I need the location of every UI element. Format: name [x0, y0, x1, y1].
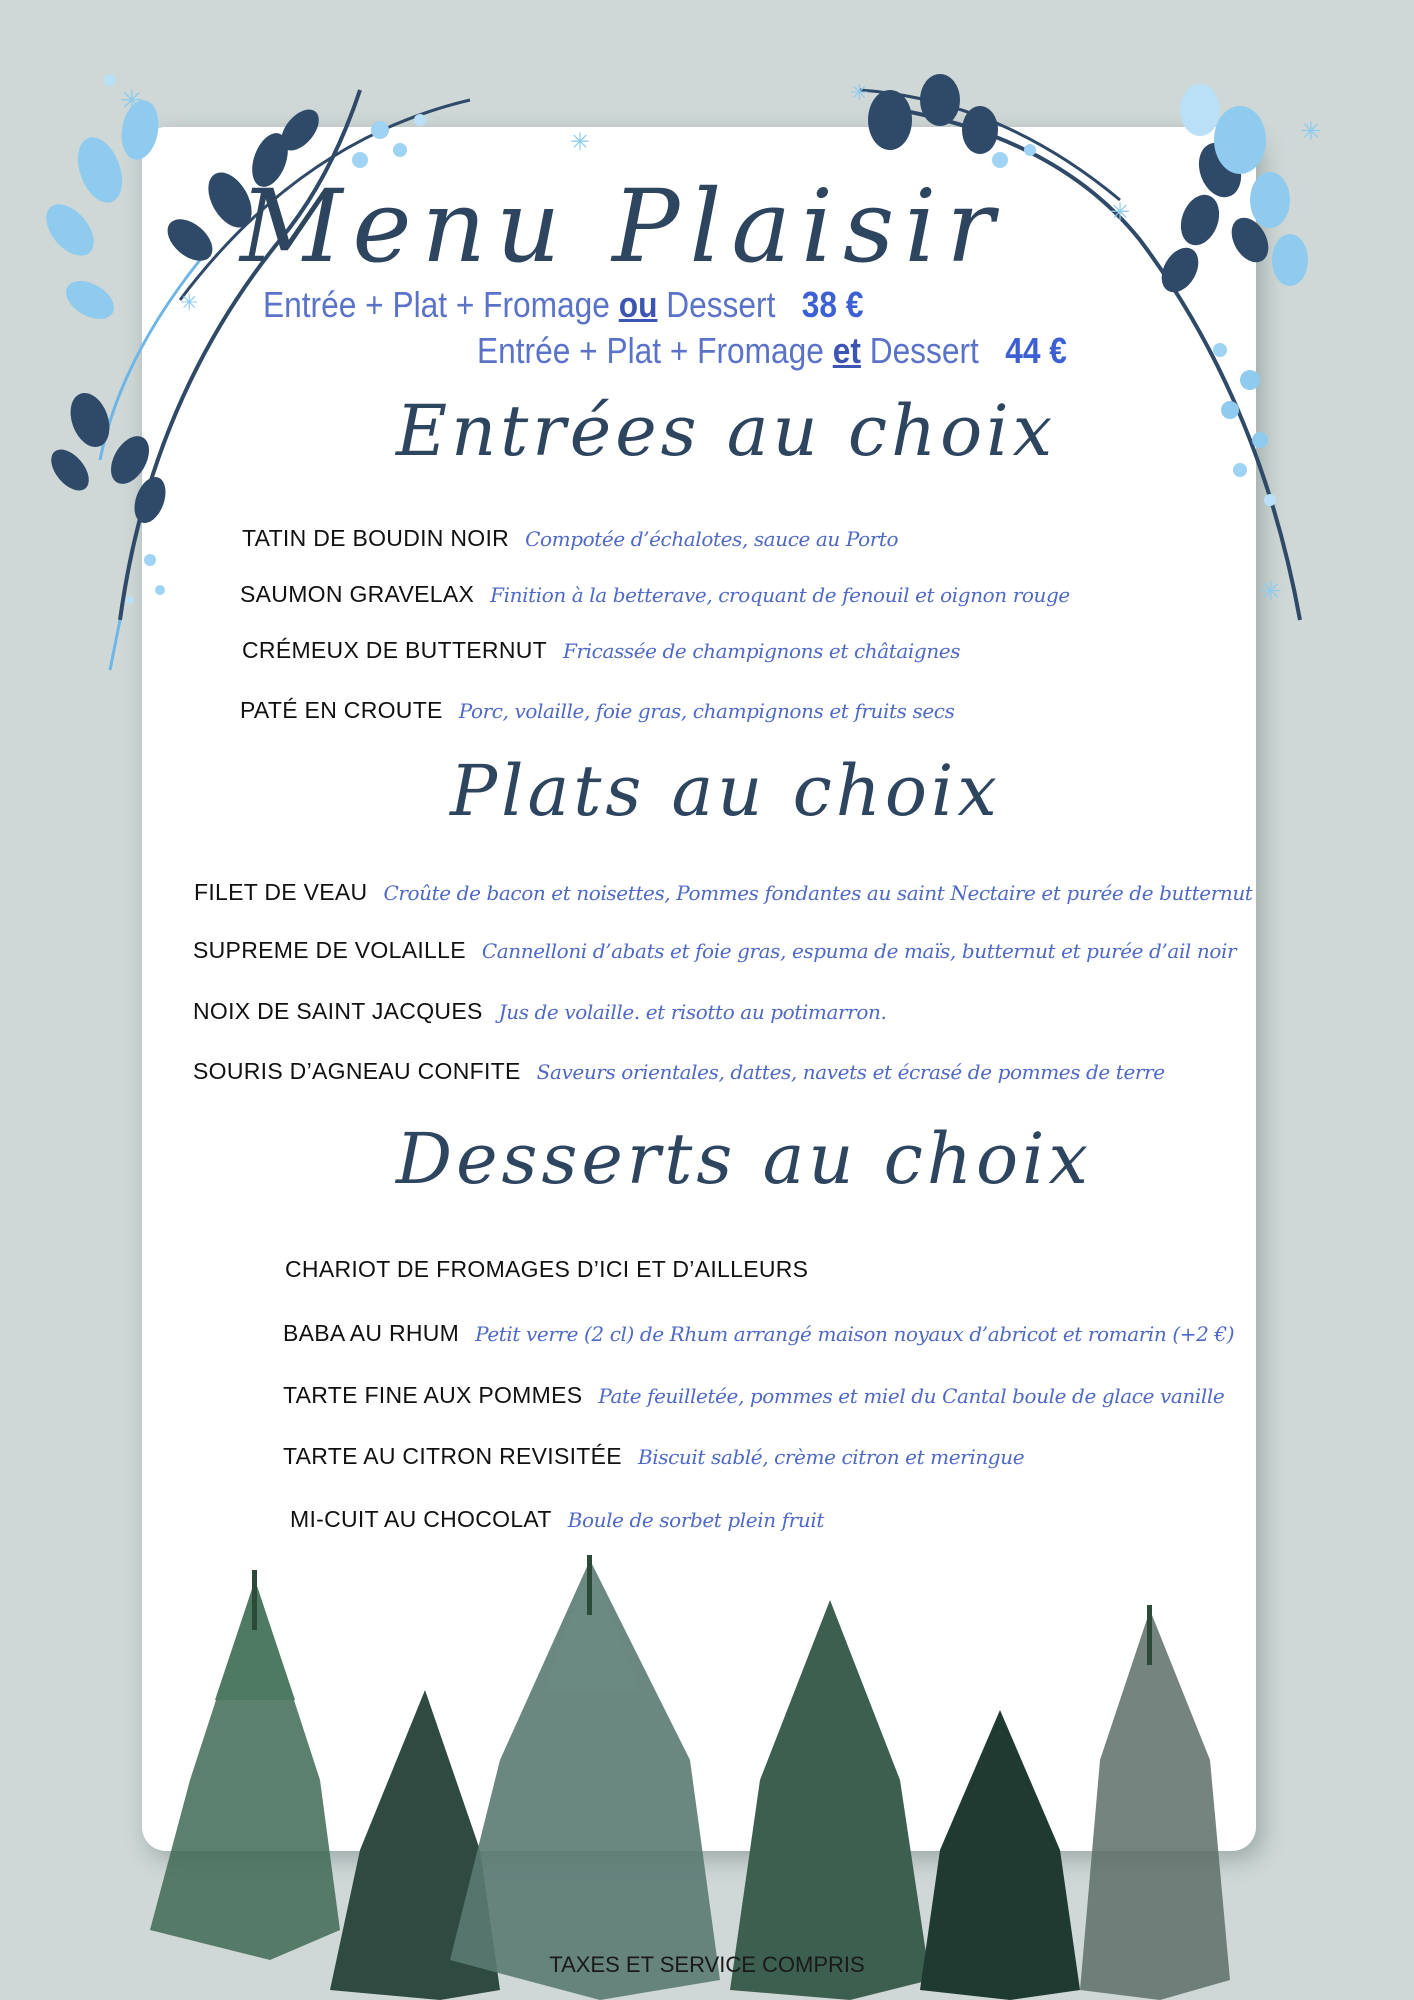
plat-desc: Cannelloni d’abats et foie gras, espuma de maïs, butternut et purée d’ail noir	[481, 939, 1237, 963]
formula-2-price: 44 €	[1005, 330, 1067, 371]
formula-2-text: Entrée + Plat + Fromage	[477, 330, 833, 371]
formula-2-rest: Dessert	[860, 330, 979, 371]
svg-text:✳: ✳	[1300, 116, 1322, 146]
dessert-name: MI-CUIT AU CHOCOLAT	[290, 1506, 552, 1532]
svg-text:✳: ✳	[850, 80, 869, 105]
dessert-desc: Petit verre (2 cl) de Rhum arrangé maison noyaux d’abricot et romarin (+2 €)	[475, 1322, 1235, 1346]
menu-title: Menu Plaisir	[240, 168, 1005, 285]
formula-1-conj: ou	[618, 284, 658, 325]
dessert-item	[290, 1506, 824, 1533]
formula-1-rest: Dessert	[657, 284, 776, 325]
entree-desc: Compotée d’échalotes, sauce au Porto	[525, 527, 899, 551]
desserts-title: Desserts au choix	[396, 1118, 1092, 1200]
formula-1-price: 38 €	[801, 284, 864, 325]
dessert-desc: Boule de sorbet plein fruit	[567, 1508, 824, 1532]
dessert-item	[285, 1256, 808, 1283]
plat-item	[193, 1058, 1165, 1085]
plat-name: NOIX DE SAINT JACQUES	[193, 998, 483, 1024]
formula-2-line	[477, 330, 1067, 372]
plat-item	[194, 879, 1252, 906]
formula-1-line	[263, 284, 863, 326]
formula-2-conj: et	[832, 330, 861, 371]
svg-text:✳: ✳	[120, 85, 144, 116]
entree-desc: Porc, volaille, foie gras, champignons et fruits secs	[458, 699, 955, 723]
plat-item	[193, 998, 886, 1025]
svg-text:✳: ✳	[1110, 199, 1131, 226]
formula-1-text: Entrée + Plat + Fromage	[263, 284, 619, 325]
dessert-name: CHARIOT DE FROMAGES D’ICI ET D’AILLEURS	[285, 1256, 809, 1282]
entree-desc: Finition à la betterave, croquant de fenouil et oignon rouge	[490, 583, 1070, 607]
entree-desc: Fricassée de champignons et châtaignes	[563, 639, 961, 663]
dessert-desc: Pate feuilletée, pommes et miel du Cantal boule de glace vanille	[598, 1384, 1225, 1408]
svg-text:✳: ✳	[1260, 576, 1282, 606]
dessert-name: TARTE AU CITRON REVISITÉE	[283, 1443, 622, 1469]
entree-name: SAUMON GRAVELAX	[240, 581, 475, 607]
dessert-item	[283, 1443, 1024, 1470]
svg-text:✳: ✳	[570, 129, 591, 156]
dessert-item	[283, 1320, 1234, 1347]
dessert-item	[283, 1382, 1224, 1409]
entree-item	[240, 697, 954, 724]
plat-desc: Jus de volaille. et risotto au potimarron.	[498, 1000, 887, 1024]
plat-name: SOURIS D’AGNEAU CONFITE	[193, 1058, 521, 1084]
entree-name: PATÉ EN CROUTE	[240, 697, 443, 723]
plat-name: SUPREME DE VOLAILLE	[193, 937, 466, 963]
dessert-desc: Biscuit sablé, crème citron et meringue	[637, 1445, 1025, 1469]
entree-item	[240, 581, 1070, 608]
plat-name: FILET DE VEAU	[194, 879, 368, 905]
plat-desc: Croûte de bacon et noisettes, Pommes fondantes au saint Nectaire et purée de butternut	[383, 881, 1253, 905]
footer-note: TAXES ET SERVICE COMPRIS	[549, 1952, 865, 1977]
entree-item	[242, 637, 960, 664]
entree-name: TATIN DE BOUDIN NOIR	[242, 525, 510, 551]
entree-item	[242, 525, 898, 552]
dessert-name: BABA AU RHUM	[283, 1320, 460, 1346]
plats-title: Plats au choix	[450, 750, 1001, 832]
plat-desc: Saveurs orientales, dattes, navets et écrasé de pommes de terre	[536, 1060, 1165, 1084]
dessert-name: TARTE FINE AUX POMMES	[283, 1382, 583, 1408]
entrees-title: Entrées au choix	[396, 390, 1057, 472]
entree-name: CRÉMEUX DE BUTTERNUT	[242, 637, 548, 663]
svg-text:✳: ✳	[180, 290, 199, 315]
plat-item	[193, 937, 1236, 964]
